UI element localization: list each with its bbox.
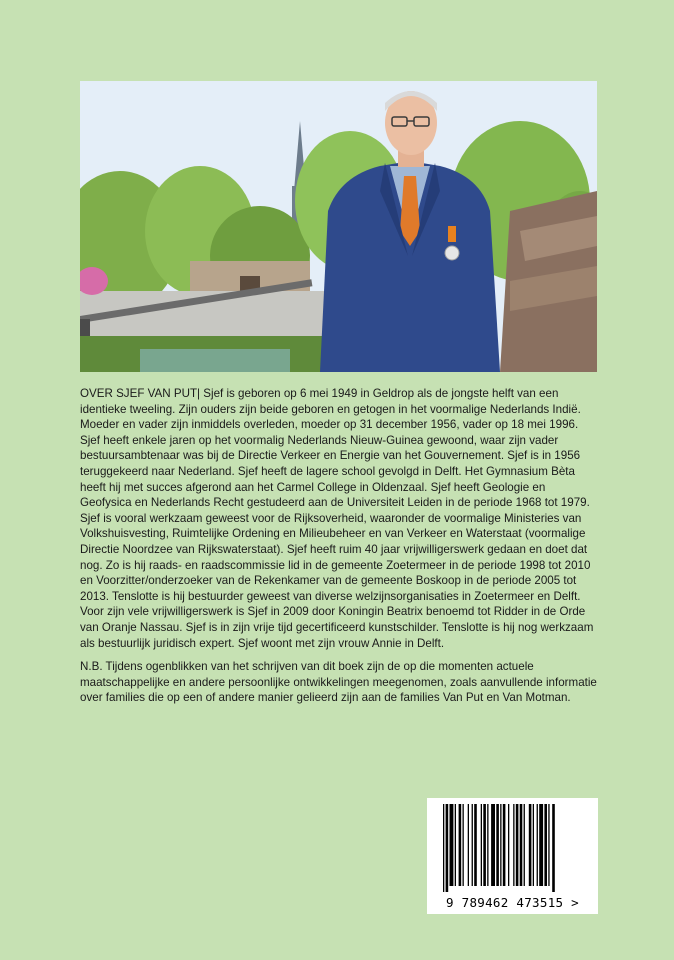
isbn-barcode: [427, 798, 598, 914]
author-photo: [80, 81, 597, 372]
bio-text: [80, 386, 600, 714]
barcode-bars: [427, 798, 598, 894]
bio-paragraph-2: N.B. Tijdens ogenblikken van het schrijven van dit boek zijn de op die momenten actuele maatschappelijke en andere persoonlijke ontwikkelingen meegenomen, zoals aanvullende informatie over families die op een of andere manier gelieerd zijn aan de families Van Put en Van Motman.: [80, 660, 597, 705]
isbn-number: 9 789462 473515 >: [445, 895, 580, 910]
author-photo-illustration: [80, 81, 597, 372]
bio-paragraph-1: OVER SJEF VAN PUT| Sjef is geboren op 6 mei 1949 in Geldrop als de jongste helft van een identieke tweeling. Zijn ouders zijn beide geboren en getogen in het voormalige Nederlands Indië. Moeder en vader zijn inmiddels overleden, moeder op 31 december 1956, vader op 18 mei 1996. Sjef heeft enkele jaren op het voormalig Nederlands Nieuw-Guinea gewoond, waar zijn vader bestuursambtenaar was bij de Directie Verkeer en Energie van het Gouvernement. Sjef is in 1956 teruggekeerd naar Nederland. Sjef heeft de lagere school gevolgd in Delft. Het Gymnasium Bèta heeft hij met succes afgerond aan het Carmel College in Oldenzaal. Sjef heeft Geologie en Geofysica en Nederlands Recht gestudeerd aan de Universiteit Leiden in de periode 1968 tot 1979. Sjef is vooral werkzaam geweest voor de Rijksoverheid, waaronder de voormalige Ministeries van Volkshuisvesting, Ruimtelijke Ordening en Milieubeheer en van Verkeer en Waterstaat (voormalige Directie Noordzee van Rijkswaterstaat). Sjef heeft ruim 40 jaar vrijwilligerswerk gedaan en doet dat nog. Zo is hij raads- en raadscommissie lid in de gemeente Zoetermeer in de periode 1998 tot 2010 en Voorzitter/onderzoeker van de Rekenkamer van de gemeente Boskoop in de periode 2005 tot 2013. Tenslotte is hij bestuurder geweest van diverse welzijnsorganisaties in Zoetermeer en Delft. Voor zijn vele vrijwilligerswerk is Sjef in 2009 door Koningin Beatrix benoemd tot Ridder in de Orde van Oranje Nassau. Sjef is in zijn vrije tijd gecertificeerd kunstschilder. Tenslotte is hij nog werkzaam als bestuurlijk juridisch expert. Sjef woont met zijn vrouw Annie in Delft.: [80, 387, 594, 650]
